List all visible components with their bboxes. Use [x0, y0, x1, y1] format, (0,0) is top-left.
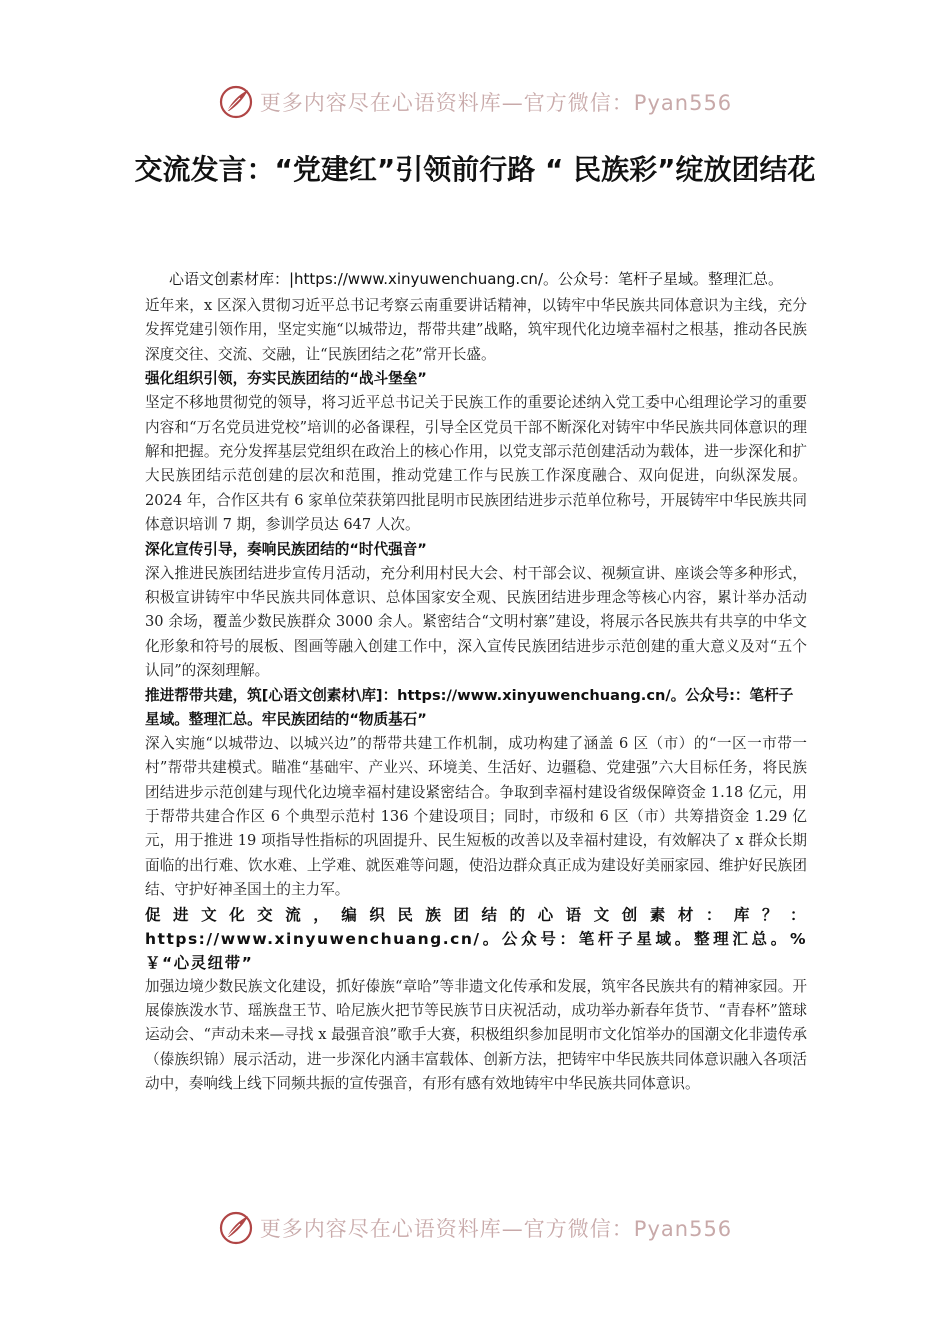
- section-paragraph: 加强边境少数民族文化建设，抓好傣族“章哈”等非遗文化传承和发展，筑牢各民族共有的精神家园。开展傣族泼水节、瑶族盘王节、哈尼族火把节等民族节日庆祝活动，成功举办新春年货节、“青春杯”篮球运动会、“声动未来—寻找 x 最强音浪”歌手大赛，积极组织参加昆明市文化馆举办的国潮文化非遗传承（傣族织锦）展示活动，进一步深化内涵丰富载体、创新方法，把铸牢中华民族共同体意识融入各项活动中，奏响线上线下同频共振的宣传强音，有形有感有效地铸牢中华民族共同体意识。: [145, 977, 807, 1093]
- banner-text: 更多内容尽在心语资料库—官方微信：Pyan556: [259, 1217, 733, 1241]
- section-heading: 推进帮带共建，筑[心语文创素材\库]：https://www.xinyuwenchuang.cn/。公众号:：笔杆子星域。整理汇总。牢民族团结的“物质基石”: [145, 686, 794, 728]
- footer-banner: [0, 1208, 950, 1248]
- section-heading: 促进文化交流，编织民族团结的心语文创素材：库？：https://www.xinyuwenchuang.cn/。公众号：笔杆子星域。整理汇总。%￥“心灵纽带”: [145, 905, 807, 972]
- section-paragraph: 深入推进民族团结进步宣传月活动，充分利用村民大会、村干部会议、视频宣讲、座谈会等多种形式，积极宣讲铸牢中华民族共同体意识、总体国家安全观、民族团结进步理念等核心内容，累计举办活动 30 余场，覆盖少数民族群众 3000 余人。紧密结合“文明村寨”建设，将展示各民族共有共享的中华文化形象和符号的展板、图画等融入创建工作中，深入宣传民族团结进步示范创建的重大意义及对“五个认同”的深刻理解。: [145, 564, 807, 680]
- feather-pen-logo-icon: [218, 1210, 254, 1246]
- intro-paragraph: 近年来，x 区深入贯彻习近平总书记考察云南重要讲话精神，以铸牢中华民族共同体意识为主线，充分发挥党建引领作用，坚定实施“以城带边，帮带共建”战略，筑牢现代化边境幸福村之根基，推动各民族深度交往、交流、交融，让“民族团结之花”常开长盛。: [145, 297, 807, 363]
- banner-text: 更多内容尽在心语资料库—官方微信：Pyan556: [259, 91, 733, 115]
- section-heading: 深化宣传引导，奏响民族团结的“时代强音”: [145, 540, 427, 558]
- header-banner: [0, 82, 950, 122]
- section-paragraph: 坚定不移地贯彻党的领导，将习近平总书记关于民族工作的重要论述纳入党工委中心组理论学习的重要内容和“万名党员进党校”培训的必备课程，引导全区党员干部不断深化对铸牢中华民族共同体意识的理解和把握。充分发挥基层党组织在政治上的核心作用，以党支部示范创建活动为载体，进一步深化和扩大民族团结示范创建的层次和范围，推动党建工作与民族工作深度融合、双向促进，向纵深发展。2024 年，合作区共有 6 家单位荣获第四批昆明市民族团结进步示范单位称号，开展铸牢中华民族共同体意识培训 7 期，参训学员达 647 人次。: [145, 394, 807, 534]
- source-note: 心语文创素材库：|https://www.xinyuwenchuang.cn/。公众号：笔杆子星域。整理汇总。: [168, 270, 783, 288]
- document-title: 交流发言：“党建红”引领前行路 “ 民族彩”绽放团结花: [134, 153, 816, 186]
- section-paragraph: 深入实施“以城带边、以城兴边”的帮带共建工作机制，成功构建了涵盖 6 区（市）的“一区一市带一村”帮带共建模式。瞄准“基础牢、产业兴、环境美、生活好、边疆稳、党建强”六大目标任务，将民族团结进步示范创建与现代化边境幸福村建设紧密结合。争取到幸福村建设省级保障资金 1.18 亿元，用于帮带共建合作区 6 个典型示范村 136 个建设项目；同时，市级和 6 区（市）共筹措资金 1.29 亿元，用于推进 19 项指导性指标的巩固提升、民生短板的改善以及幸福村建设，有效解决了 x 群众长期面临的出行难、饮水难、上学难、就医难等问题，使沿边群众真正成为建设好美丽家园、维护好民族团结、守护好神圣国土的主力军。: [145, 734, 807, 899]
- section-heading: 强化组织引领，夯实民族团结的“战斗堡垒”: [145, 370, 427, 388]
- feather-pen-logo-icon: [218, 84, 254, 120]
- document-body: [145, 268, 807, 1097]
